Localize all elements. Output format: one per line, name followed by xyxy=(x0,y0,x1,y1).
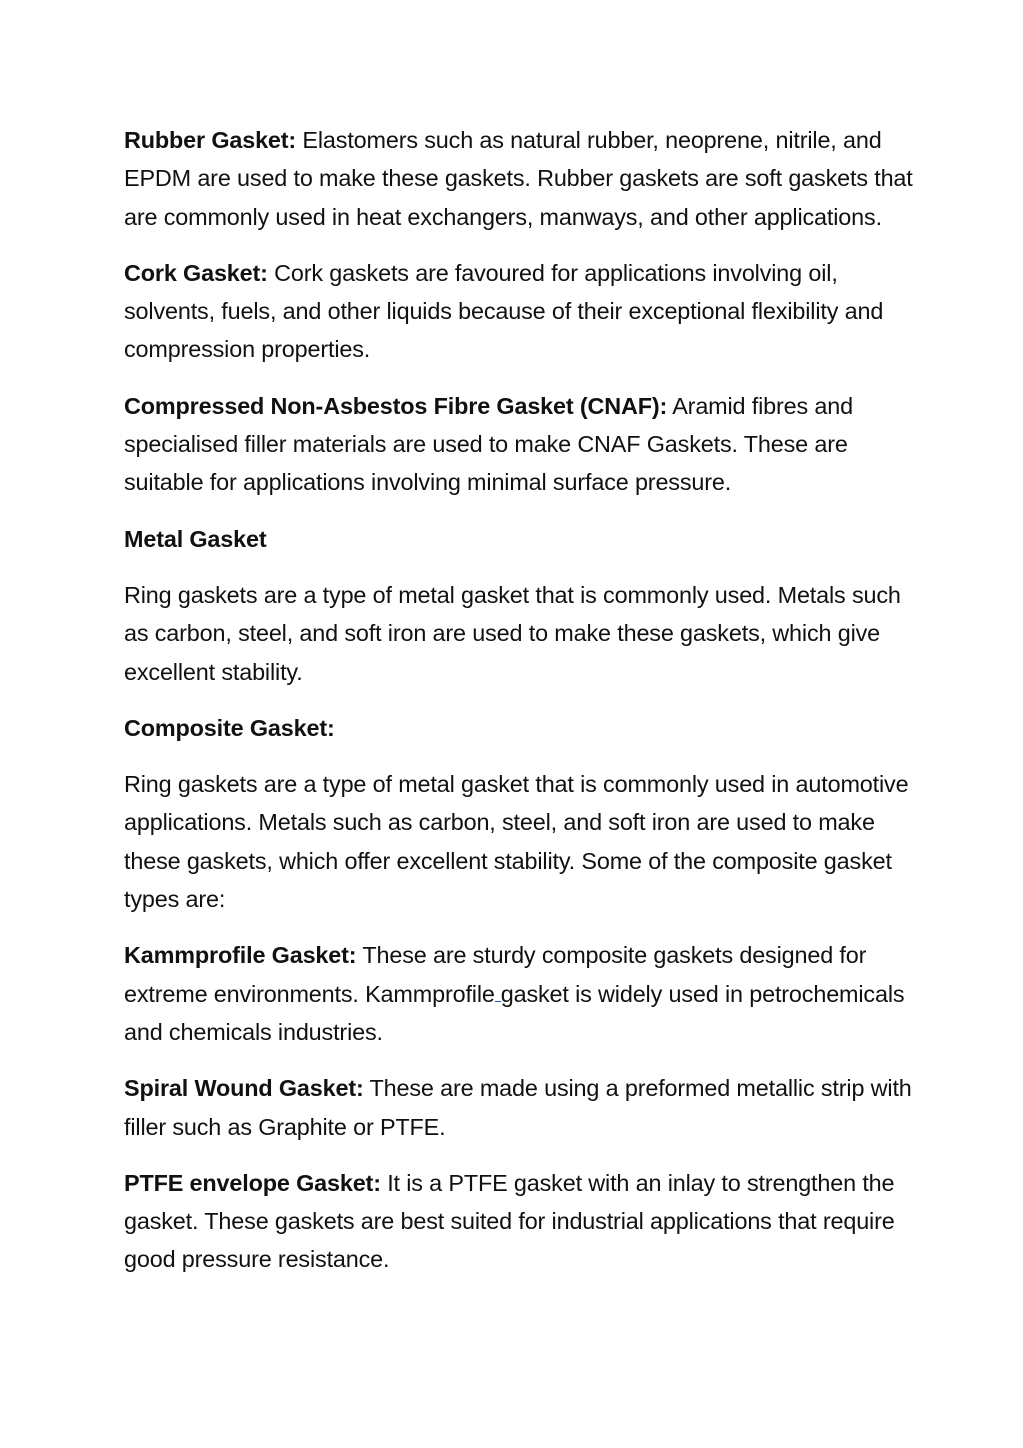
paragraph-composite-gasket xyxy=(124,765,914,918)
desc-spiral-wound-gasket: These are made using a preformed metallic strip with filler such as Graphite or PTFE. xyxy=(124,1075,912,1140)
document-body xyxy=(124,121,914,1297)
term-rubber-gasket: Rubber Gasket: xyxy=(124,127,297,153)
term-kammprofile-gasket: Kammprofile Gasket: xyxy=(124,942,357,969)
desc-metal-gasket: Ring gaskets are a type of metal gasket that is commonly used. Metals such as carbon, steel, and soft iron are used to make these gaskets, which give excellent stability. xyxy=(124,581,901,685)
desc-composite-gasket: Ring gaskets are a type of metal gasket that is commonly used in automotive applications. Metals such as carbon, steel, and soft iron are used to make these gaskets, which offer excellent stability. Some of the composite gasket types are: xyxy=(124,771,909,913)
term-cnaf-gasket: Compressed Non-Asbestos Fibre Gasket (CNAF): xyxy=(124,392,668,419)
desc-kammprofile-gasket-before: These are sturdy composite gaskets designed for extreme environments. Kammprofile xyxy=(124,942,867,1007)
term-spiral-wound-gasket: Spiral Wound Gasket: xyxy=(124,1075,364,1102)
paragraph-metal-gasket xyxy=(124,576,914,691)
paragraph-kammprofile-gasket xyxy=(124,936,914,1051)
paragraph-cnaf-gasket xyxy=(124,387,914,502)
paragraph-spiral-wound-gasket xyxy=(124,1069,914,1146)
paragraph-ptfe-envelope-gasket xyxy=(124,1164,914,1279)
desc-cork-gasket: Cork gaskets are favoured for applications involving oil, solvents, fuels, and other liquids because of their exceptional flexibility and compression properties. xyxy=(124,259,884,363)
desc-rubber-gasket: Elastomers such as natural rubber, neoprene, nitrile, and EPDM are used to make these gaskets. Rubber gaskets are soft gaskets that are commonly used in heat exchangers, manways, and other applications. xyxy=(124,127,913,230)
heading-metal-gasket xyxy=(124,520,914,558)
desc-kammprofile-gasket-after: gasket is widely used in petrochemicals and chemicals industries. xyxy=(124,980,905,1045)
desc-ptfe-envelope-gasket: It is a PTFE gasket with an inlay to strengthen the gasket. These gaskets are best suited for industrial applications that require good pressure resistance. xyxy=(124,1169,895,1273)
term-ptfe-envelope-gasket: PTFE envelope Gasket: xyxy=(124,1169,381,1196)
heading-metal-gasket-text: Metal Gasket xyxy=(124,525,267,552)
heading-composite-gasket-text: Composite Gasket: xyxy=(124,714,335,741)
paragraph-rubber-gasket xyxy=(124,121,914,236)
term-cork-gasket: Cork Gasket: xyxy=(124,259,268,286)
desc-cnaf-gasket: Aramid fibres and specialised filler materials are used to make CNAF Gaskets. These are suitable for applications involving minimal surface pressure. xyxy=(124,392,853,496)
heading-composite-gasket xyxy=(124,709,914,747)
paragraph-cork-gasket xyxy=(124,254,914,369)
